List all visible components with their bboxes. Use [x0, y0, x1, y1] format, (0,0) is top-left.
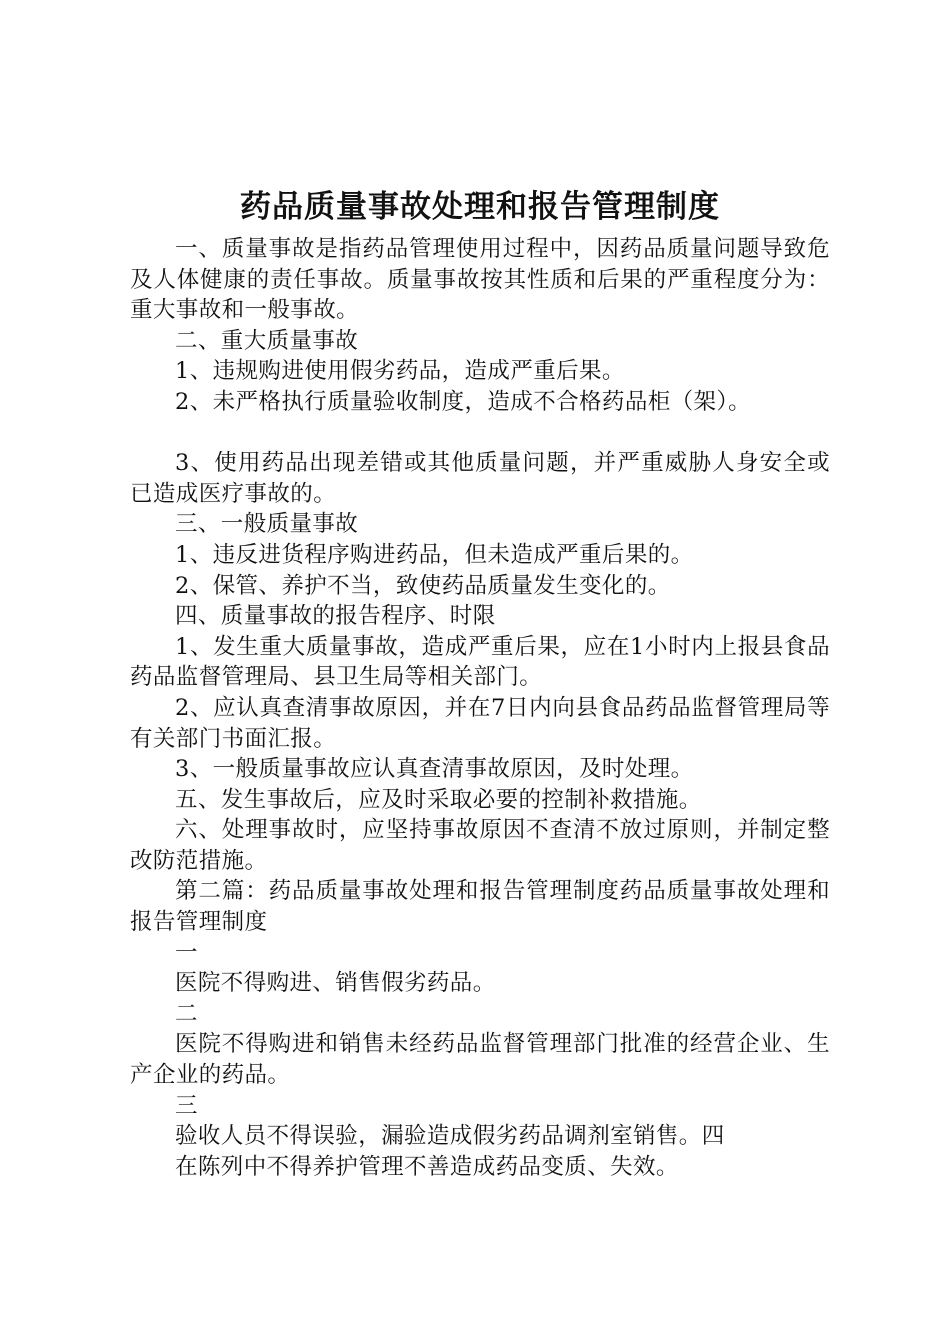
section-heading: 四、质量事故的报告程序、时限: [175, 603, 496, 630]
section-heading: 五、发生事故后，应及时采取必要的控制补救措施。: [175, 786, 702, 813]
section-heading: 二、重大质量事故: [175, 327, 359, 354]
paragraph: 2、应认真查清事故原因，并在7日内向县食品药品监督管理局等有关部门书面汇报。: [130, 694, 830, 752]
paragraph: 医院不得购进和销售未经药品监督管理部门批准的经营企业、生产企业的药品。: [130, 1031, 830, 1089]
item-number: 三: [175, 1092, 198, 1119]
paragraph: 3、使用药品出现差错或其他质量问题，并严重威胁人身安全或已造成医疗事故的。: [130, 450, 830, 507]
section-heading: 三、一般质量事故: [175, 511, 359, 538]
paragraph: 2、未严格执行质量验收制度，造成不合格药品柜（架）。: [175, 388, 751, 415]
paragraph: 1、发生重大质量事故，造成严重后果，应在1小时内上报县食品药品监督管理局、县卫生局等相关部门。: [130, 633, 830, 691]
document-body: [130, 234, 830, 1182]
paragraph: 2、保管、养护不当，致使药品质量发生变化的。: [175, 572, 671, 599]
paragraph: 一、质量事故是指药品管理使用过程中，因药品质量问题导致危及人体健康的责任事故。质量事故按其性质和后果的严重程度分为：重大事故和一般事故。: [130, 236, 830, 324]
paragraph: 医院不得购进、销售假劣药品。: [175, 970, 496, 997]
paragraph: 3、一般质量事故应认真查清事故原因，及时处理。: [175, 756, 694, 783]
section-heading: 六、处理事故时，应坚持事故原因不查清不放过原则，并制定整改防范措施。: [130, 817, 830, 874]
item-number: 一: [175, 939, 198, 966]
document-title: 药品质量事故处理和报告管理制度: [240, 189, 720, 225]
paragraph: 1、违反进货程序购进药品，但未造成严重后果的。: [175, 541, 694, 568]
item-number: 二: [175, 1000, 198, 1027]
chapter-heading: 第二篇：药品质量事故处理和报告管理制度药品质量事故处理和报告管理制度: [130, 878, 830, 936]
paragraph: 在陈列中不得养护管理不善造成药品变质、失效。: [175, 1153, 679, 1180]
paragraph: 验收人员不得误验，漏验造成假劣药品调剂室销售。四: [175, 1123, 725, 1150]
paragraph: 1、违规购进使用假劣药品，造成严重后果。: [175, 358, 625, 385]
